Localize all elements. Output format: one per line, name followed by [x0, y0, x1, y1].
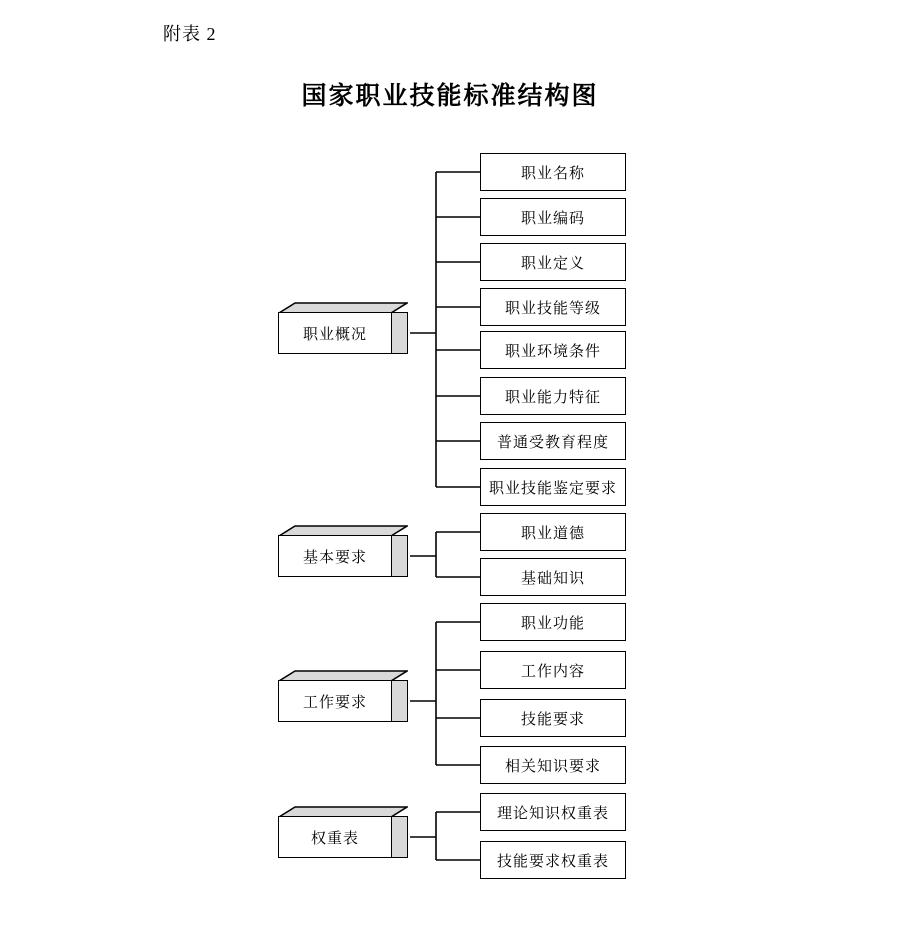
leaf-box[interactable]	[480, 513, 626, 551]
category-box-basic-requirements[interactable]	[278, 525, 408, 567]
leaf-label: 职业编码	[520, 210, 585, 227]
leaf-label: 技能要求	[520, 711, 585, 728]
leaf-box[interactable]	[480, 243, 626, 281]
leaf-box[interactable]	[480, 651, 626, 689]
box-side-face	[390, 312, 408, 354]
leaf-label: 职业定义	[520, 255, 585, 272]
leaf-box[interactable]	[480, 603, 626, 641]
leaf-label: 职业道德	[520, 525, 585, 542]
leaf-label: 基础知识	[520, 570, 585, 587]
leaf-box[interactable]	[480, 468, 626, 506]
leaf-box[interactable]	[480, 198, 626, 236]
category-label: 基本要求	[278, 535, 392, 577]
leaf-label: 职业名称	[520, 165, 585, 182]
attachment-label: 附表 2	[163, 24, 217, 44]
category-label: 职业概况	[278, 312, 392, 354]
box-side-face	[390, 816, 408, 858]
category-box-overview[interactable]	[278, 302, 408, 344]
leaf-box[interactable]	[480, 699, 626, 737]
leaf-box[interactable]	[480, 153, 626, 191]
leaf-label: 职业技能等级	[504, 300, 601, 317]
leaf-box[interactable]	[480, 841, 626, 879]
leaf-box[interactable]	[480, 422, 626, 460]
category-label: 工作要求	[278, 680, 392, 722]
page-title: 国家职业技能标准结构图	[301, 83, 599, 110]
leaf-box[interactable]	[480, 331, 626, 369]
leaf-label: 职业能力特征	[504, 389, 601, 406]
category-box-work-requirements[interactable]	[278, 670, 408, 712]
box-side-face	[390, 680, 408, 722]
box-side-face	[390, 535, 408, 577]
leaf-label: 职业技能鉴定要求	[488, 480, 617, 497]
leaf-label: 职业环境条件	[504, 343, 601, 360]
leaf-label: 职业功能	[520, 615, 585, 632]
leaf-label: 工作内容	[520, 663, 585, 680]
leaf-box[interactable]	[480, 746, 626, 784]
leaf-label: 普通受教育程度	[496, 434, 609, 451]
leaf-label: 技能要求权重表	[496, 853, 609, 870]
leaf-box[interactable]	[480, 288, 626, 326]
leaf-box[interactable]	[480, 377, 626, 415]
leaf-label: 相关知识要求	[504, 758, 601, 775]
category-label: 权重表	[278, 816, 392, 858]
category-box-weight-table[interactable]	[278, 806, 408, 848]
leaf-box[interactable]	[480, 558, 626, 596]
leaf-box[interactable]	[480, 793, 626, 831]
leaf-label: 理论知识权重表	[496, 805, 609, 822]
